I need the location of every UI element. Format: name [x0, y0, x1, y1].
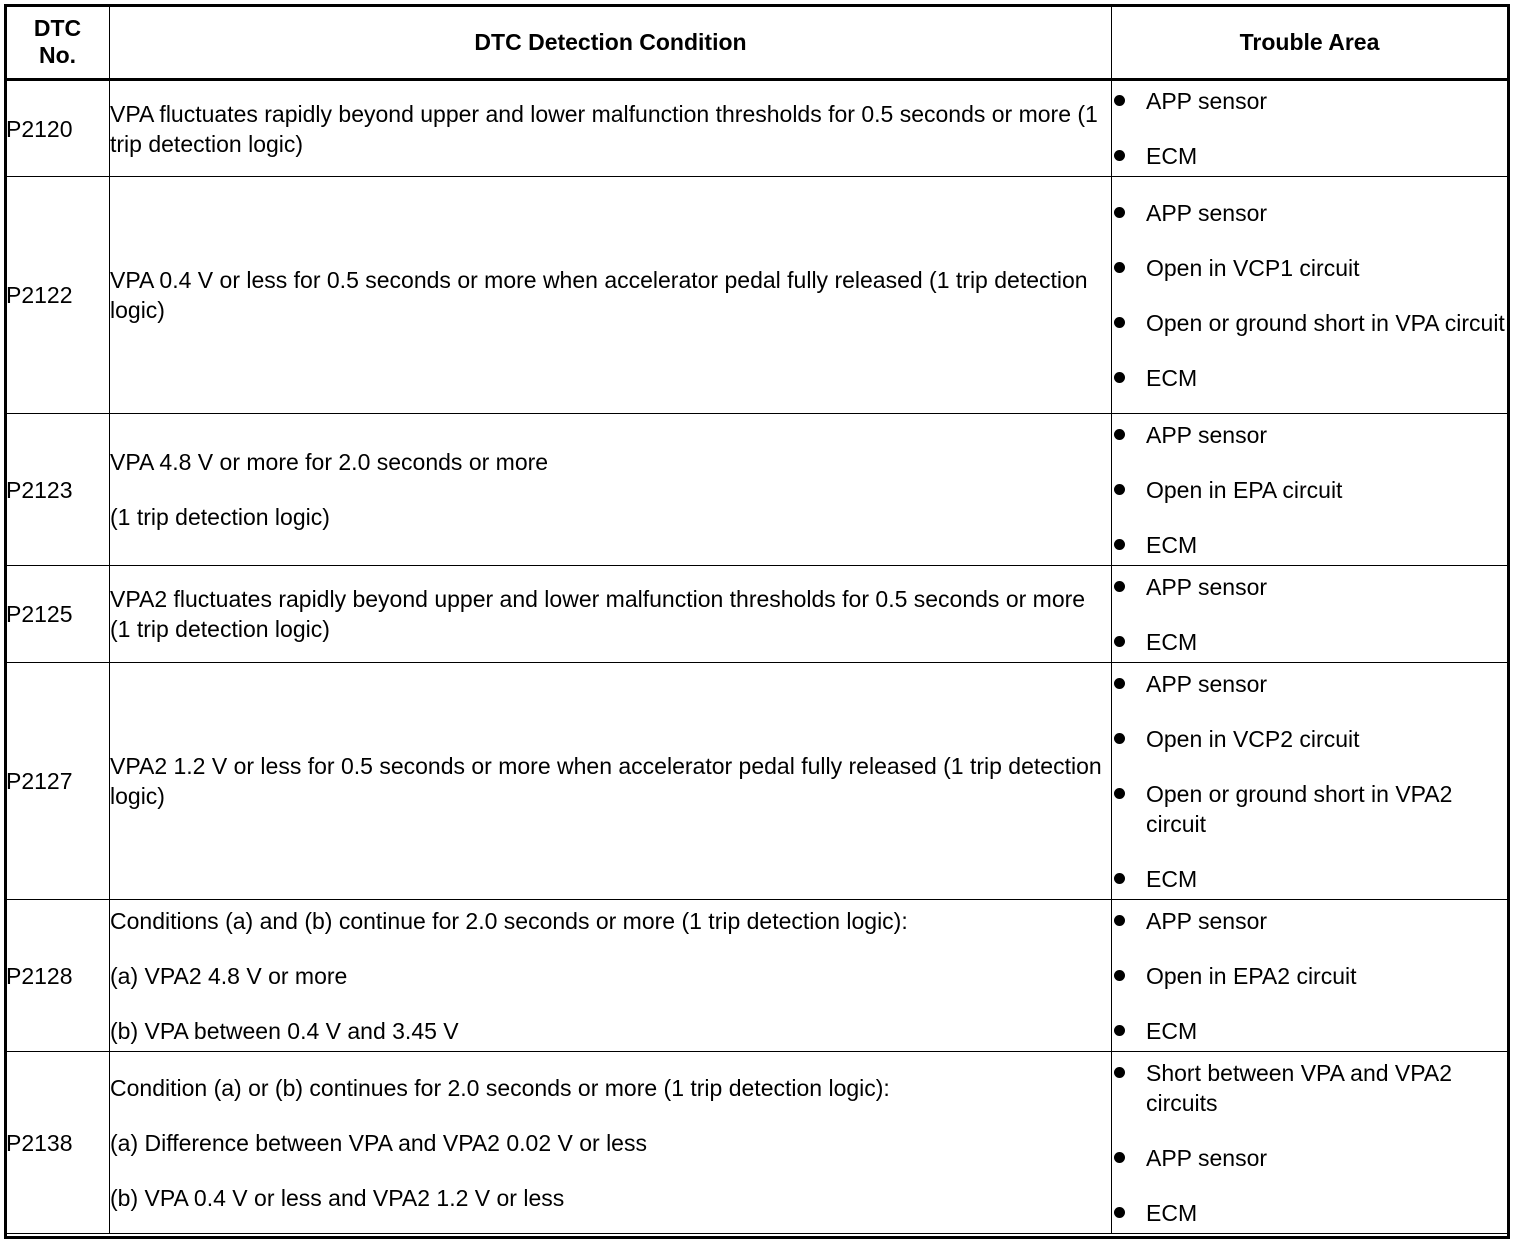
trouble-area-item: ECM [1112, 864, 1507, 894]
condition-text: VPA2 fluctuates rapidly beyond upper and lower malfunction thresholds for 0.5 seconds or more (1 trip detection logic) [110, 586, 1086, 642]
detection-condition [110, 663, 1112, 900]
trouble-area-item: APP sensor [1112, 906, 1507, 936]
dtc-code: P2128 [6, 900, 110, 1052]
trouble-area-list [1112, 86, 1507, 171]
condition-text: VPA 0.4 V or less for 0.5 seconds or more when accelerator pedal fully released (1 trip detection logic) [110, 267, 1088, 323]
dtc-code: P2125 [6, 566, 110, 663]
dtc-code: P2138 [6, 1052, 110, 1234]
trouble-area-item: APP sensor [1112, 572, 1507, 602]
trouble-area-list [1112, 420, 1507, 560]
header-dtc-no [6, 6, 110, 80]
trouble-area-list [1112, 669, 1507, 894]
trouble-area-item: APP sensor [1112, 669, 1507, 699]
trouble-area-item: ECM [1112, 363, 1507, 393]
table-row [6, 80, 1508, 177]
trouble-area-item: Open or ground short in VPA circuit [1112, 308, 1507, 338]
condition-text: VPA 4.8 V or more for 2.0 seconds or more [110, 449, 549, 475]
dtc-code: P2122 [6, 177, 110, 414]
trouble-area [1112, 177, 1508, 414]
detection-condition [110, 566, 1112, 663]
dtc-table [5, 5, 1508, 1234]
trouble-area-list [1112, 906, 1507, 1046]
trouble-area-item: APP sensor [1112, 198, 1507, 228]
header-trouble-area: Trouble Area [1112, 6, 1508, 80]
trouble-area-item: Open in EPA2 circuit [1112, 961, 1507, 991]
condition-text: (b) VPA between 0.4 V and 3.45 V [110, 1017, 459, 1044]
trouble-area [1112, 900, 1508, 1052]
header-dtc-no-line2: No. [38, 42, 77, 68]
trouble-area-item: Open or ground short in VPA2 circuit [1112, 779, 1507, 839]
trouble-area [1112, 566, 1508, 663]
table-row [6, 177, 1508, 414]
trouble-area-item: ECM [1112, 1198, 1507, 1228]
trouble-area-item: Open in VCP1 circuit [1112, 253, 1507, 283]
condition-text: Condition (a) or (b) continues for 2.0 seconds or more (1 trip detection logic): [110, 1074, 890, 1101]
detection-condition [110, 414, 1112, 566]
header-detection-condition: DTC Detection Condition [110, 6, 1112, 80]
table-row [6, 900, 1508, 1052]
trouble-area [1112, 80, 1508, 177]
condition-text: VPA fluctuates rapidly beyond upper and lower malfunction thresholds for 0.5 seconds or more (1 trip detection logic) [110, 100, 1098, 157]
dtc-code: P2120 [6, 80, 110, 177]
table-row [6, 414, 1508, 566]
detection-condition [110, 1052, 1112, 1234]
table-row [6, 566, 1508, 663]
dtc-code: P2123 [6, 414, 110, 566]
trouble-area-item: Short between VPA and VPA2 circuits [1112, 1058, 1507, 1118]
trouble-area-list [1112, 198, 1507, 393]
trouble-area-item: Open in EPA circuit [1112, 475, 1507, 505]
trouble-area-list [1112, 1058, 1507, 1228]
trouble-area-item: Open in VCP2 circuit [1112, 724, 1507, 754]
detection-condition [110, 80, 1112, 177]
header-row [6, 6, 1508, 80]
condition-text: (a) VPA2 4.8 V or more [110, 962, 348, 989]
trouble-area-item: ECM [1112, 627, 1507, 657]
condition-text: VPA2 1.2 V or less for 0.5 seconds or more when accelerator pedal fully released (1 trip detection logic) [110, 753, 1102, 809]
condition-text: Conditions (a) and (b) continue for 2.0 seconds or more (1 trip detection logic): [110, 907, 908, 934]
trouble-area-item: ECM [1112, 1016, 1507, 1046]
trouble-area-item: APP sensor [1112, 420, 1507, 450]
trouble-area-list [1112, 572, 1507, 657]
condition-text: (a) Difference between VPA and VPA2 0.02 V or less [110, 1129, 647, 1156]
trouble-area-item: ECM [1112, 141, 1507, 171]
condition-text: (1 trip detection logic) [110, 504, 330, 530]
detection-condition [110, 177, 1112, 414]
condition-text: (b) VPA 0.4 V or less and VPA2 1.2 V or less [110, 1184, 565, 1211]
trouble-area-item: APP sensor [1112, 1143, 1507, 1173]
trouble-area [1112, 1052, 1508, 1234]
trouble-area [1112, 663, 1508, 900]
header-dtc-no-line1: DTC [33, 15, 82, 41]
table-row [6, 1052, 1508, 1234]
trouble-area-item: ECM [1112, 530, 1507, 560]
table-row [6, 663, 1508, 900]
dtc-code: P2127 [6, 663, 110, 900]
trouble-area [1112, 414, 1508, 566]
detection-condition [110, 900, 1112, 1052]
trouble-area-item: APP sensor [1112, 86, 1507, 116]
